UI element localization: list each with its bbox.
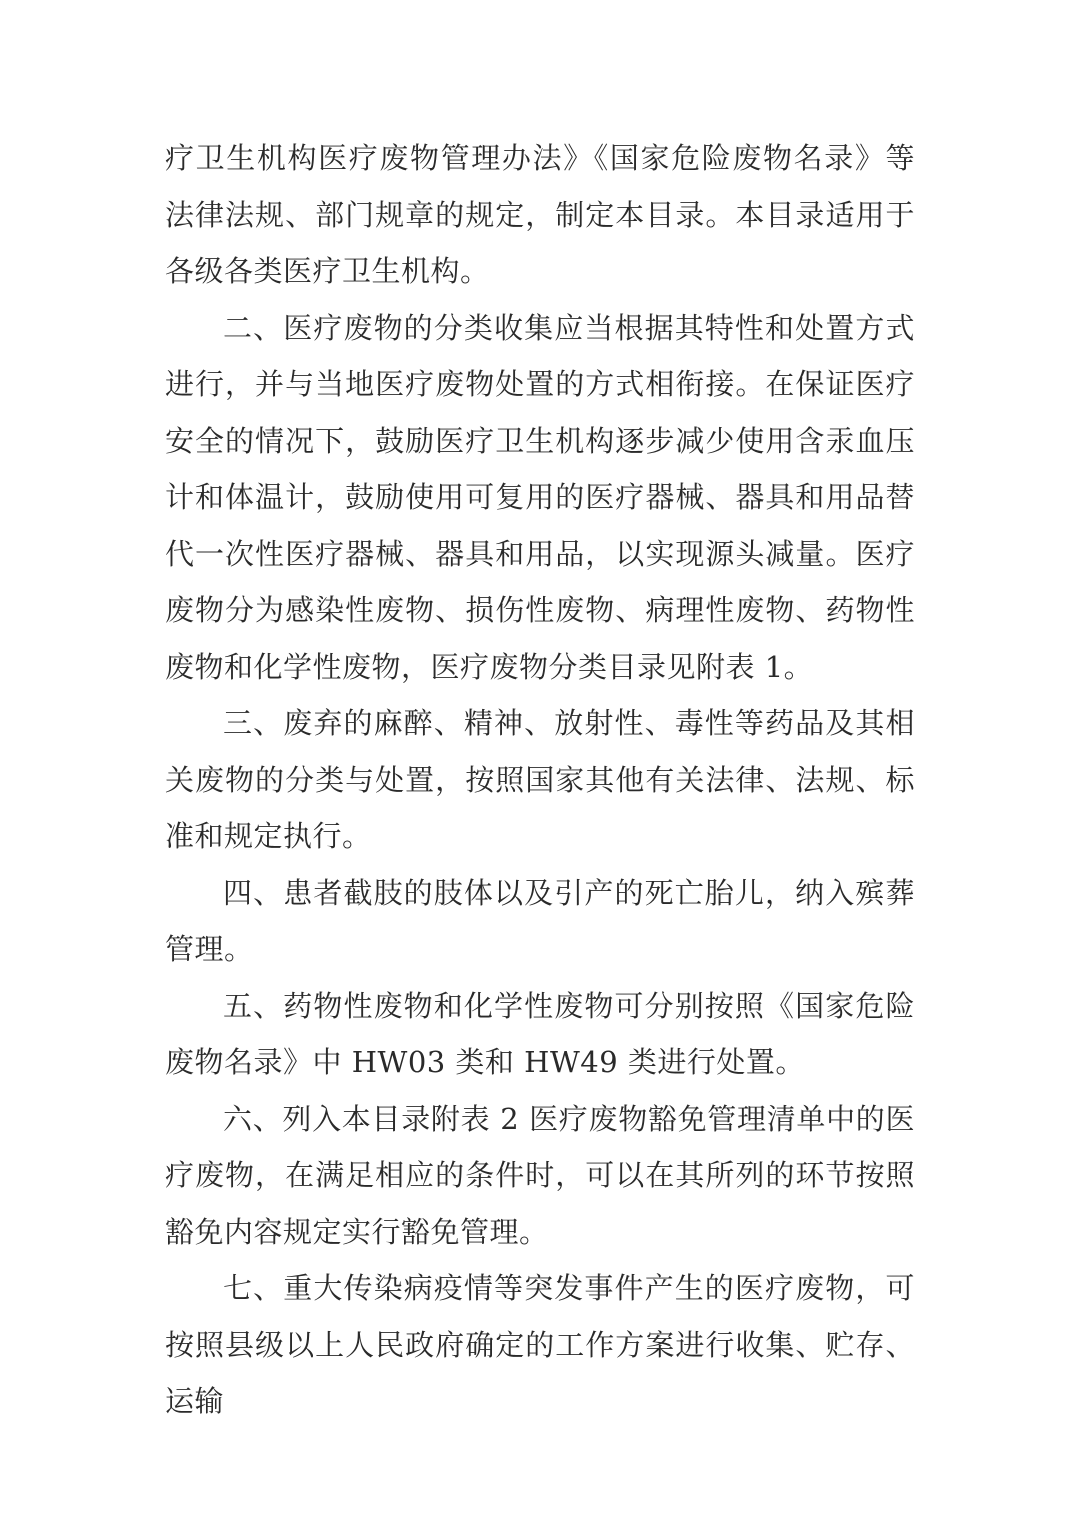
paragraph-item-2: 二、医疗废物的分类收集应当根据其特性和处置方式进行，并与当地医疗废物处置的方式相衔接。在保证医疗安全的情况下，鼓励医疗卫生机构逐步减少使用含汞血压计和体温计，鼓励使用可复用的医疗器械、器具和用品替代一次性医疗器械、器具和用品，以实现源头减量。医疗废物分为感染性废物、损伤性废物、病理性废物、药物性废物和化学性废物，医疗废物分类目录见附表 1。 — [165, 310, 915, 684]
paragraph-item-4: 四、患者截肢的肢体以及引产的死亡胎儿，纳入殡葬管理。 — [165, 875, 915, 966]
paragraph-item-6: 六、列入本目录附表 2 医疗废物豁免管理清单中的医疗废物，在满足相应的条件时，可以在其所列的环节按照豁免内容规定实行豁免管理。 — [165, 1101, 915, 1249]
paragraph-item-3: 三、废弃的麻醉、精神、放射性、毒性等药品及其相关废物的分类与处置，按照国家其他有关法律、法规、标准和规定执行。 — [165, 706, 915, 853]
paragraph-item-7: 七、重大传染病疫情等突发事件产生的医疗废物，可按照县级以上人民政府确定的工作方案进行收集、贮存、运输 — [165, 1271, 915, 1418]
paragraph-continuation: 疗卫生机构医疗废物管理办法》《国家危险废物名录》等法律法规、部门规章的规定，制定本目录。本目录适用于各级各类医疗卫生机构。 — [165, 141, 915, 288]
paragraph-item-5: 五、药物性废物和化学性废物可分别按照《国家危险废物名录》中 HW03 类和 HW49 类进行处置。 — [165, 988, 915, 1079]
document-body — [165, 130, 915, 1430]
